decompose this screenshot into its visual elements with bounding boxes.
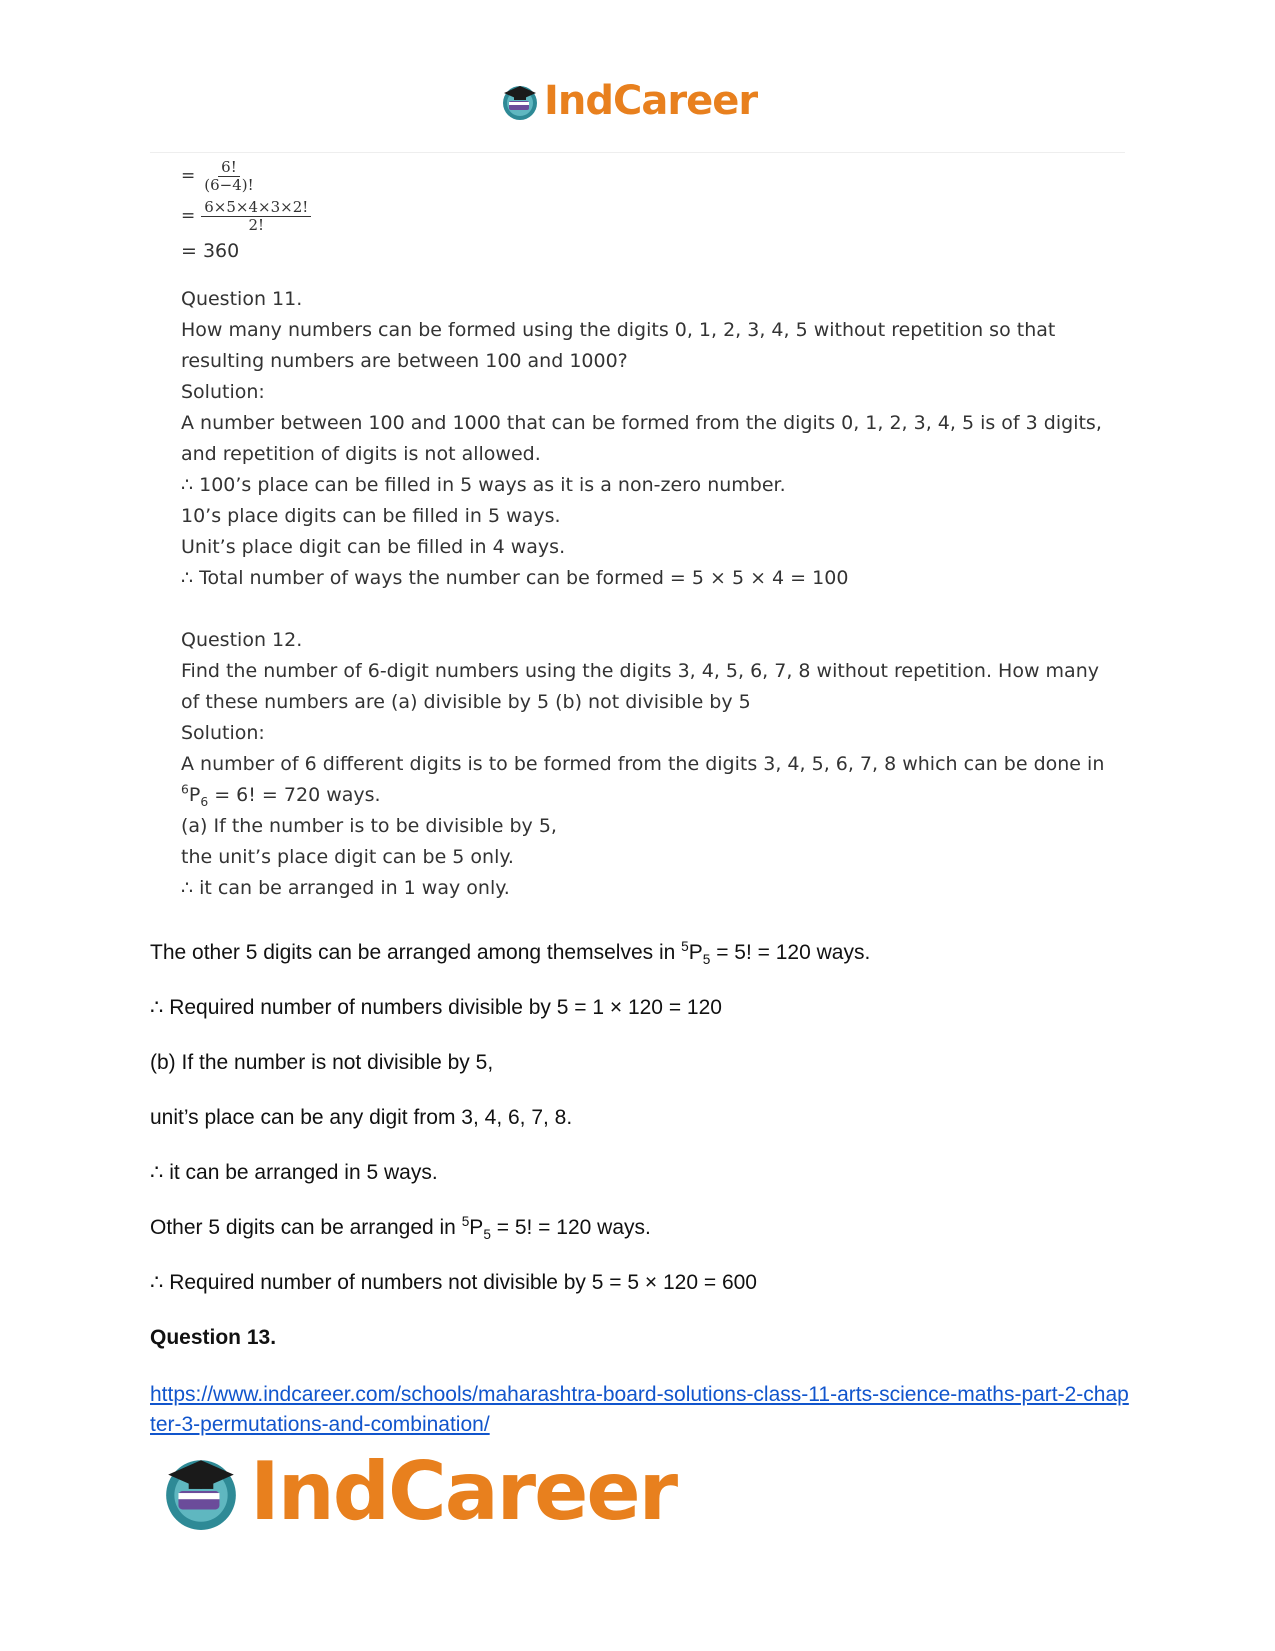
graduation-cap-globe-icon: [160, 1450, 242, 1532]
paragraph: ∴ Required number of numbers not divisible by 5 = 5 × 120 = 600: [150, 1271, 757, 1294]
paragraph: unit’s place can be any digit from 3, 4, 6, 7, 8.: [150, 1106, 573, 1129]
solution-line: A number between 100 and 1000 that can be formed from the digits 0, 1, 2, 3, 4, 5 is of 3 digits,: [181, 412, 1102, 434]
source-link[interactable]: https://www.indcareer.com/schools/maharashtra-board-solutions-class-11-arts-science-maths-part-2-chapter-3-permutations-and-combination/: [150, 1383, 1129, 1436]
solution-line: 10’s place digits can be filled in 5 ways.: [181, 505, 561, 527]
permutation-line: $^6P_6 = 6$! = 720 ways.: [181, 782, 381, 809]
header-logo: [500, 78, 757, 124]
solution-line: (a) If the number is to be divisible by 5,: [181, 815, 557, 837]
calc-step-1: = $\frac{6!}{(6-4)!}$: [181, 156, 1131, 196]
logo-wordmark: IndCareer: [544, 78, 758, 124]
question-11-text: resulting numbers are between 100 and 1000?: [181, 350, 628, 372]
question-12-text: Find the number of 6-digit numbers using the digits 3, 4, 5, 6, 7, 8 without repetition. How many: [181, 660, 1099, 682]
logo-wordmark: IndCareer: [250, 1444, 677, 1538]
solution-line: the unit’s place digit can be 5 only.: [181, 846, 514, 868]
fraction: $\frac{6\times 5\times 4\times 3\times 2!}{2!}$: [201, 199, 311, 234]
solution-label: Solution:: [181, 381, 265, 403]
questions-11-12: [181, 284, 1131, 904]
solution-line: ∴ 100’s place can be filled in 5 ways as it is a non-zero number.: [181, 474, 786, 496]
fraction: $\frac{6!}{(6-4)!}$: [204, 157, 254, 194]
question-12-title: Question 12.: [181, 629, 303, 651]
graduation-cap-globe-icon: [500, 81, 540, 121]
embedded-solution-block: [181, 156, 1131, 904]
paragraph: The other 5 digits can be arranged among themselves in $^5P_5 = 5$! = 120 ways.: [150, 939, 871, 968]
document-body: [150, 940, 1130, 1380]
calc-result: = 360: [181, 240, 240, 262]
question-11-text: How many numbers can be formed using the digits 0, 1, 2, 3, 4, 5 without repetition so that: [181, 319, 1056, 341]
question-12-text: of these numbers are (a) divisible by 5 (b) not divisible by 5: [181, 691, 751, 713]
paragraph: (b) If the number is not divisible by 5,: [150, 1051, 494, 1074]
solution-label: Solution:: [181, 722, 265, 744]
paragraph: ∴ it can be arranged in 5 ways.: [150, 1161, 438, 1184]
footer-logo: [160, 1444, 677, 1538]
question-13-title: Question 13.: [150, 1326, 277, 1349]
solution-line: ∴ it can be arranged in 1 way only.: [181, 877, 510, 899]
solution-line: ∴ Total number of ways the number can be formed = 5 × 5 × 4 = 100: [181, 567, 849, 589]
solution-line: Unit’s place digit can be filled in 4 ways.: [181, 536, 566, 558]
question-11-title: Question 11.: [181, 288, 303, 310]
header-divider: [150, 152, 1125, 153]
paragraph: Other 5 digits can be arranged in $^5P_5 = 5$! = 120 ways.: [150, 1214, 651, 1243]
calculation: [181, 156, 1131, 266]
solution-line: and repetition of digits is not allowed.: [181, 443, 541, 465]
paragraph: ∴ Required number of numbers divisible by 5 = 1 × 120 = 120: [150, 996, 722, 1019]
calc-step-2: = $\frac{6\times 5\times 4\times 3\times 2!}{2!}$: [181, 196, 1131, 236]
solution-line: A number of 6 different digits is to be formed from the digits 3, 4, 5, 6, 7, 8 which can be done in: [181, 753, 1105, 775]
